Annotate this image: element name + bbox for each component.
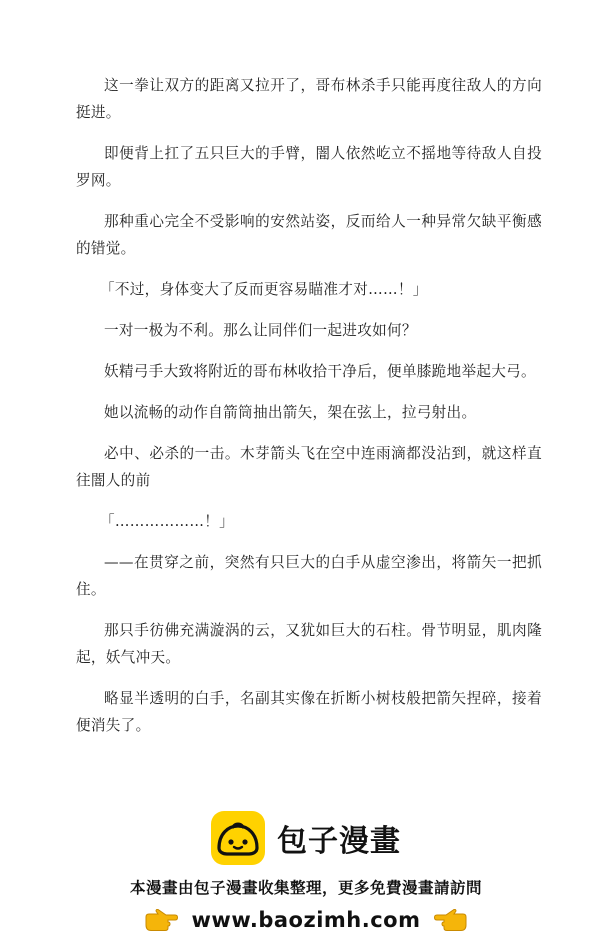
paragraph-8: 必中、必杀的一击。木芽箭头飞在空中连雨滴都没沾到，就这样直往闇人的前	[76, 445, 542, 489]
paragraph-2: 即便背上扛了五只巨大的手臂，闇人依然屹立不摇地等待敌人自投罗网。	[76, 145, 542, 189]
brand-name: 包子漫畫	[277, 824, 401, 859]
site-tagline: 本漫畫由包子漫畫收集整理，更多免費漫畫請訪問	[129, 879, 482, 897]
site-url-link[interactable]: www.baozimh.com	[191, 908, 421, 932]
pointing-hand-left-icon	[434, 909, 468, 931]
paragraph-6: 妖精弓手大致将附近的哥布林收拾干净后，便单膝跪地举起大弓。	[104, 363, 536, 380]
paragraph-9: 「………………！」	[100, 513, 235, 530]
paragraph-11: 那只手彷佛充满漩涡的云，又犹如巨大的石柱。骨节明显，肌肉隆起，妖气冲天。	[76, 622, 542, 666]
brand-logo[interactable]	[0, 808, 612, 868]
paragraph-4: 「不过，身体变大了反而更容易瞄准才对……！」	[100, 281, 428, 298]
bun-face-icon	[211, 811, 265, 865]
url-row	[0, 902, 612, 938]
paragraph-5: 一对一极为不利。那么让同伴们一起进攻如何？	[104, 322, 417, 339]
novel-text	[76, 72, 542, 753]
paragraph-10: ——在贯穿之前，突然有只巨大的白手从虚空渗出，将箭矢一把抓住。	[76, 554, 542, 598]
paragraph-1: 这一拳让双方的距离又拉开了，哥布林杀手只能再度往敌人的方向挺进。	[76, 77, 542, 121]
paragraph-3: 那种重心完全不受影响的安然站姿，反而给人一种异常欠缺平衡感的错觉。	[76, 213, 542, 257]
paragraph-12: 略显半透明的白手，名副其实像在折断小树枝般把箭矢捏碎，接着便消失了。	[76, 690, 542, 734]
site-footer	[0, 808, 612, 945]
pointing-hand-right-icon	[144, 909, 178, 931]
paragraph-7: 她以流畅的动作自箭筒抽出箭矢，架在弦上，拉弓射出。	[104, 404, 477, 421]
